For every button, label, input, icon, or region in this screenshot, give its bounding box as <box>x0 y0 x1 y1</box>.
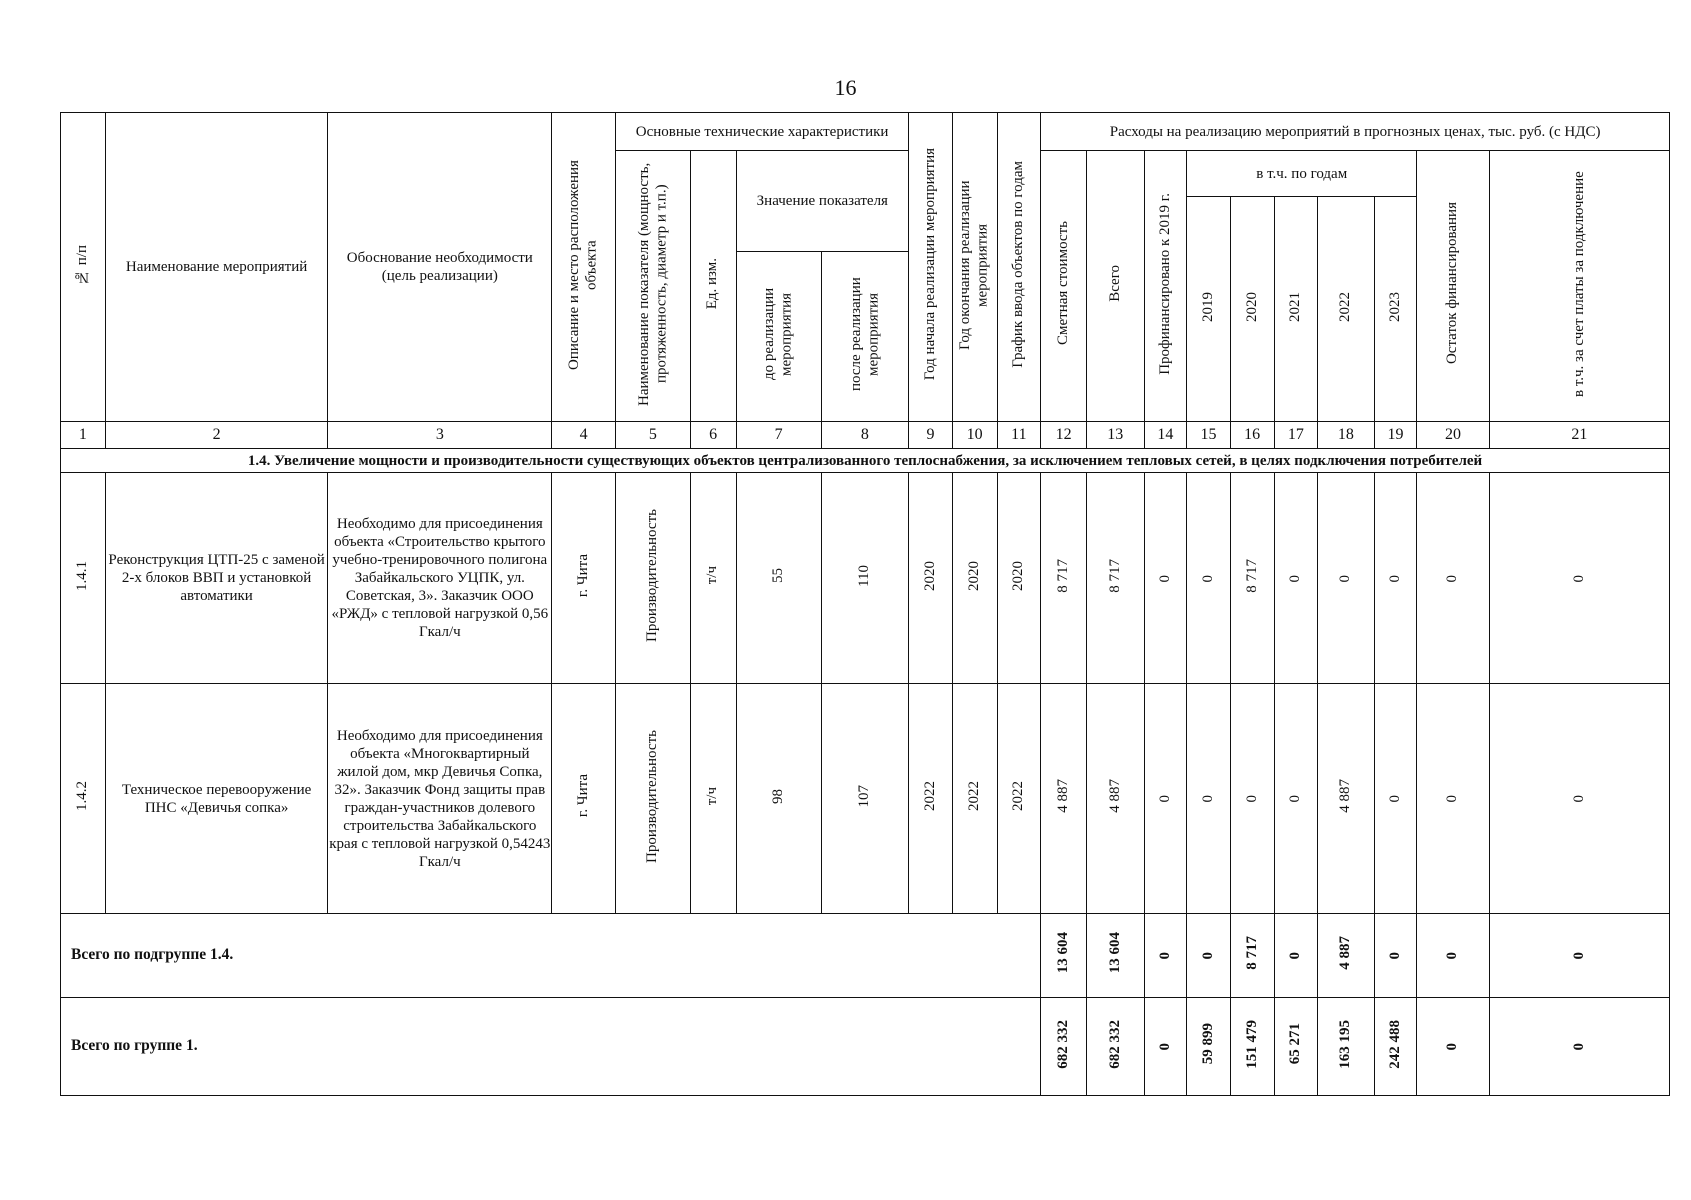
total-connection: 0 <box>1489 914 1669 998</box>
row-2020: 0 <box>1230 684 1274 914</box>
header-total: Всего <box>1087 151 1145 422</box>
column-number: 5 <box>616 422 691 449</box>
total-cost: 13 604 <box>1041 914 1087 998</box>
row-remainder: 0 <box>1417 684 1489 914</box>
row-2023: 0 <box>1374 473 1417 684</box>
header-tech-group: Основные технические характеристики <box>616 113 909 151</box>
row-before: 98 <box>736 684 821 914</box>
row-2022: 4 887 <box>1318 684 1374 914</box>
header-year-2023: 2023 <box>1374 197 1417 422</box>
total-2022: 4 887 <box>1318 914 1374 998</box>
total-2022: 163 195 <box>1318 998 1374 1096</box>
table-row <box>61 473 1670 684</box>
total-remainder: 0 <box>1417 998 1489 1096</box>
row-after: 110 <box>821 473 908 684</box>
row-start: 2022 <box>909 684 953 914</box>
total-2020: 151 479 <box>1230 998 1274 1096</box>
row-start: 2020 <box>909 473 953 684</box>
column-number: 17 <box>1274 422 1318 449</box>
column-number: 15 <box>1187 422 1231 449</box>
header-end-year: Год окончания реализации мероприятия <box>952 113 997 422</box>
total-total: 13 604 <box>1087 914 1145 998</box>
header-after: после реализации мероприятия <box>821 252 908 422</box>
total-2019: 59 899 <box>1187 998 1231 1096</box>
total-2021: 0 <box>1274 914 1318 998</box>
column-number: 11 <box>997 422 1041 449</box>
column-number: 9 <box>909 422 953 449</box>
row-2023: 0 <box>1374 684 1417 914</box>
row-cost: 8 717 <box>1041 473 1087 684</box>
total-2021: 65 271 <box>1274 998 1318 1096</box>
total-2020: 8 717 <box>1230 914 1274 998</box>
column-number: 19 <box>1374 422 1417 449</box>
header-costs-group: Расходы на реализацию мероприятий в прогнозных ценах, тыс. руб. (с НДС) <box>1041 113 1670 151</box>
row-unit: т/ч <box>690 684 736 914</box>
row-num: 1.4.2 <box>61 684 106 914</box>
row-2019: 0 <box>1187 473 1231 684</box>
header-connection: в т.ч. за счет платы за подключение <box>1489 151 1669 422</box>
group-total-row <box>61 998 1670 1096</box>
column-number: 14 <box>1144 422 1187 449</box>
row-location: г. Чита <box>552 473 616 684</box>
total-financed: 0 <box>1144 914 1187 998</box>
total-connection: 0 <box>1489 998 1669 1096</box>
row-name: Реконструкция ЦТП-25 с заменой 2-х блоков ВВП и установкой автоматики <box>105 473 328 684</box>
subgroup-total-row <box>61 914 1670 998</box>
header-year-2020: 2020 <box>1230 197 1274 422</box>
row-after: 107 <box>821 684 908 914</box>
row-2019: 0 <box>1187 684 1231 914</box>
row-justification: Необходимо для присоединения объекта «Многоквартирный жилой дом, мкр Девичья Сопка, 32». Заказчик Фонд защиты прав граждан-участников долевого строительства Забайкальского края с тепловой нагрузкой 0,54243 Гкал/ч <box>328 684 552 914</box>
column-number: 16 <box>1230 422 1274 449</box>
row-2021: 0 <box>1274 684 1318 914</box>
row-2022: 0 <box>1318 473 1374 684</box>
row-indicator: Производительность <box>616 684 691 914</box>
row-remainder: 0 <box>1417 473 1489 684</box>
header-value-group: Значение показателя <box>736 151 909 252</box>
row-indicator: Производительность <box>616 473 691 684</box>
column-number: 21 <box>1489 422 1669 449</box>
column-number: 2 <box>105 422 328 449</box>
header-remainder: Остаток финансирования <box>1417 151 1489 422</box>
column-number: 20 <box>1417 422 1489 449</box>
header-financed: Профинансировано к 2019 г. <box>1144 151 1187 422</box>
header-cost: Сметная стоимость <box>1041 151 1087 422</box>
row-financed: 0 <box>1144 684 1187 914</box>
header-name: Наименование мероприятий <box>105 113 328 422</box>
total-total: 682 332 <box>1087 998 1145 1096</box>
column-number: 1 <box>61 422 106 449</box>
total-financed: 0 <box>1144 998 1187 1096</box>
table-row <box>61 684 1670 914</box>
row-end: 2022 <box>952 684 997 914</box>
column-number: 7 <box>736 422 821 449</box>
header-year-2019: 2019 <box>1187 197 1231 422</box>
row-2020: 8 717 <box>1230 473 1274 684</box>
header-before: до реализации мероприятия <box>736 252 821 422</box>
total-label: Всего по группе 1. <box>61 998 1041 1096</box>
row-before: 55 <box>736 473 821 684</box>
row-connection: 0 <box>1489 684 1669 914</box>
row-cost: 4 887 <box>1041 684 1087 914</box>
header-location: Описание и место расположения объекта <box>552 113 616 422</box>
total-2023: 242 488 <box>1374 998 1417 1096</box>
column-number: 10 <box>952 422 997 449</box>
header-year-2021: 2021 <box>1274 197 1318 422</box>
row-financed: 0 <box>1144 473 1187 684</box>
total-label: Всего по подгруппе 1.4. <box>61 914 1041 998</box>
column-number: 13 <box>1087 422 1145 449</box>
row-unit: т/ч <box>690 473 736 684</box>
investment-table <box>60 112 1670 1096</box>
row-total: 8 717 <box>1087 473 1145 684</box>
column-number: 6 <box>690 422 736 449</box>
header-num: № п/п <box>61 113 106 422</box>
header-unit: Ед. изм. <box>690 151 736 422</box>
row-justification: Необходимо для присоединения объекта «Строительство крытого учебно-тренировочного полигона Забайкальского УЦПК, ул. Советская, 3». Заказчик ООО «РЖД» с тепловой нагрузкой 0,56 Гкал/ч <box>328 473 552 684</box>
column-numbers-row <box>61 422 1670 449</box>
row-num: 1.4.1 <box>61 473 106 684</box>
row-2021: 0 <box>1274 473 1318 684</box>
column-number: 4 <box>552 422 616 449</box>
row-schedule: 2022 <box>997 684 1041 914</box>
row-location: г. Чита <box>552 684 616 914</box>
header-year-2022: 2022 <box>1318 197 1374 422</box>
column-number: 18 <box>1318 422 1374 449</box>
column-number: 3 <box>328 422 552 449</box>
total-remainder: 0 <box>1417 914 1489 998</box>
column-number: 12 <box>1041 422 1087 449</box>
row-name: Техническое перевооружение ПНС «Девичья сопка» <box>105 684 328 914</box>
row-end: 2020 <box>952 473 997 684</box>
row-total: 4 887 <box>1087 684 1145 914</box>
total-cost: 682 332 <box>1041 998 1087 1096</box>
column-number: 8 <box>821 422 908 449</box>
row-connection: 0 <box>1489 473 1669 684</box>
page-number: 16 <box>834 75 857 100</box>
header-justification: Обоснование необходимости (цель реализации) <box>328 113 552 422</box>
header-indicator: Наименование показателя (мощность, протяженность, диаметр и т.п.) <box>616 151 691 422</box>
header-schedule: График ввода объектов по годам <box>997 113 1041 422</box>
section-title: 1.4. Увеличение мощности и производительности существующих объектов централизованного теплоснабжения, за исключением тепловых сетей, в целях подключения потребителей <box>61 449 1670 473</box>
header-years-group: в т.ч. по годам <box>1187 151 1417 197</box>
header-start-year: Год начала реализации мероприятия <box>909 113 953 422</box>
total-2019: 0 <box>1187 914 1231 998</box>
row-schedule: 2020 <box>997 473 1041 684</box>
total-2023: 0 <box>1374 914 1417 998</box>
